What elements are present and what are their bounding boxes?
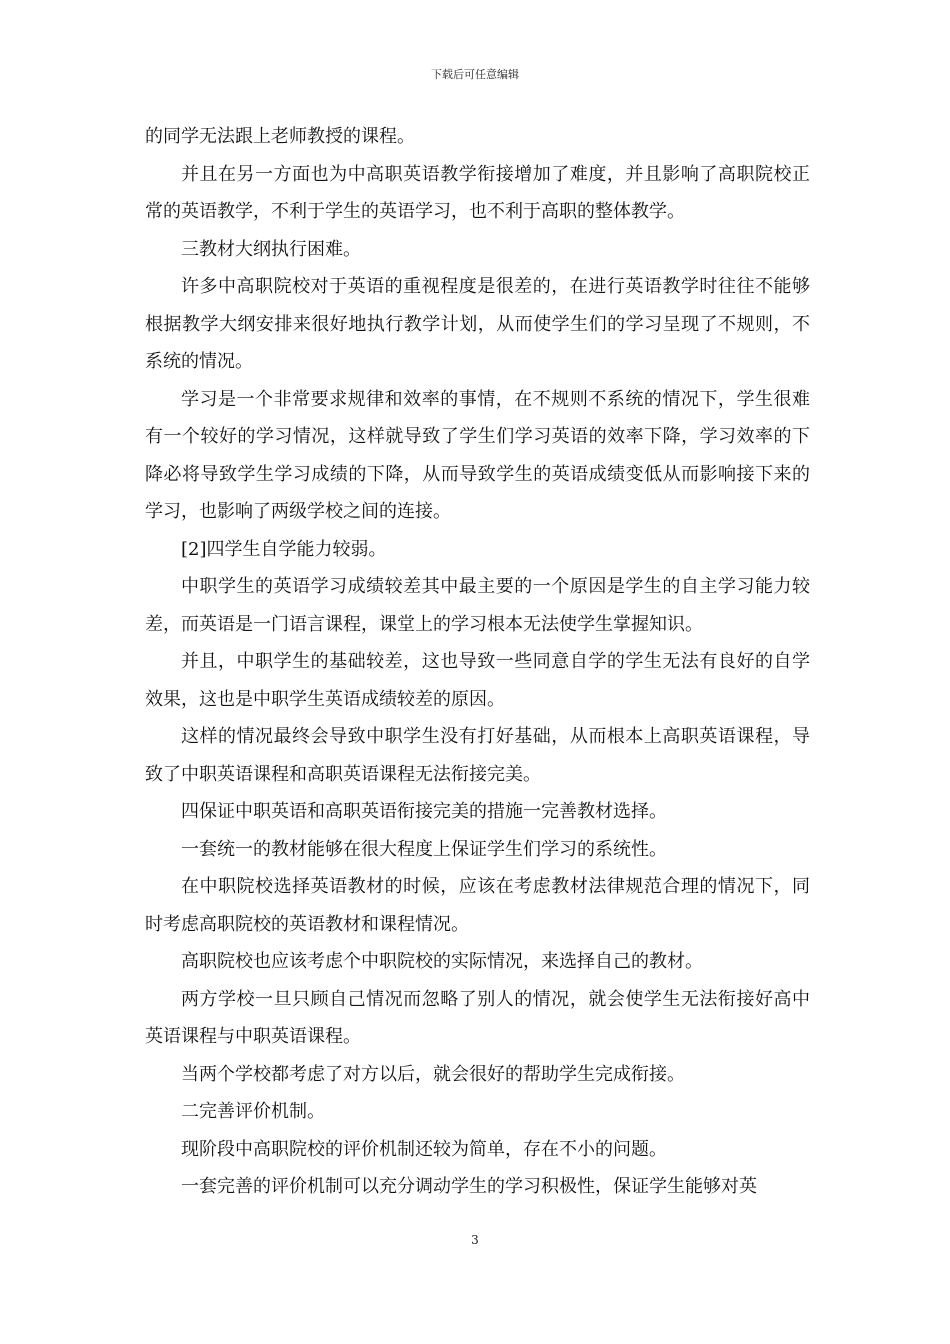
paragraph: 许多中高职院校对于英语的重视程度是很差的，在进行英语教学时往往不能够根据教学大纲安排来很好地执行教学计划，从而使学生们的学习呈现了不规则，不系统的情况。 xyxy=(145,276,810,372)
paragraph: 学习是一个非常要求规律和效率的事情，在不规则不系统的情况下，学生很难有一个较好的学习情况，这样就导致了学生们学习英语的效率下降，学习效率的下降必将导致学生学习成绩的下降，从而导致学生的英语成绩变低从而影响接下来的学习，也影响了两级学校之间的连接。 xyxy=(145,388,810,522)
paragraph: 当两个学校都考虑了对方以后，就会很好的帮助学生完成衔接。 xyxy=(181,1063,685,1085)
paragraph: 并且在另一方面也为中高职英语教学衔接增加了难度，并且影响了高职院校正常的英语教学，不利于学生的英语学习，也不利于高职的整体教学。 xyxy=(145,163,810,222)
paragraph: 中职学生的英语学习成绩较差其中最主要的一个原因是学生的自主学习能力较差，而英语是一门语言课程，课堂上的学习根本无法使学生掌握知识。 xyxy=(145,576,810,635)
paragraph: 在中职院校选择英语教材的时候，应该在考虑教材法律规范合理的情况下，同时考虑高职院校的英语教材和课程情况。 xyxy=(145,876,810,935)
paragraph: [2]四学生自学能力较弱。 xyxy=(181,538,387,560)
paragraph: 四保证中职英语和高职英语衔接完美的措施一完善教材选择。 xyxy=(181,801,667,822)
paragraph: 高职院校也应该考虑个中职院校的实际情况，来选择自己的教材。 xyxy=(181,951,703,972)
page-number: 3 xyxy=(471,1233,479,1247)
paragraph: 并且，中职学生的基础较差，这也导致一些同意自学的学生无法有良好的自学效果，这也是中职学生英语成绩较差的原因。 xyxy=(145,651,810,710)
paragraph: 的同学无法跟上老师教授的课程。 xyxy=(145,126,415,147)
page-header: 下载后可任意编辑 xyxy=(431,68,519,81)
paragraph: 二完善评价机制。 xyxy=(181,1101,325,1122)
paragraph: 一套完善的评价机制可以充分调动学生的学习积极性，保证学生能够对英 xyxy=(181,1176,757,1197)
paragraph: 这样的情况最终会导致中职学生没有打好基础，从而根本上高职英语课程，导致了中职英语课程和高职英语课程无法衔接完美。 xyxy=(145,726,810,785)
paragraph: 现阶段中高职院校的评价机制还较为简单，存在不小的问题。 xyxy=(181,1138,667,1160)
paragraph: 三教材大纲执行困难。 xyxy=(181,238,361,260)
paragraph: 两方学校一旦只顾自己情况而忽略了别人的情况，就会使学生无法衔接好高中英语课程与中职英语课程。 xyxy=(145,988,810,1047)
document-body xyxy=(145,118,810,1206)
paragraph: 一套统一的教材能够在很大程度上保证学生们学习的系统性。 xyxy=(181,838,667,860)
